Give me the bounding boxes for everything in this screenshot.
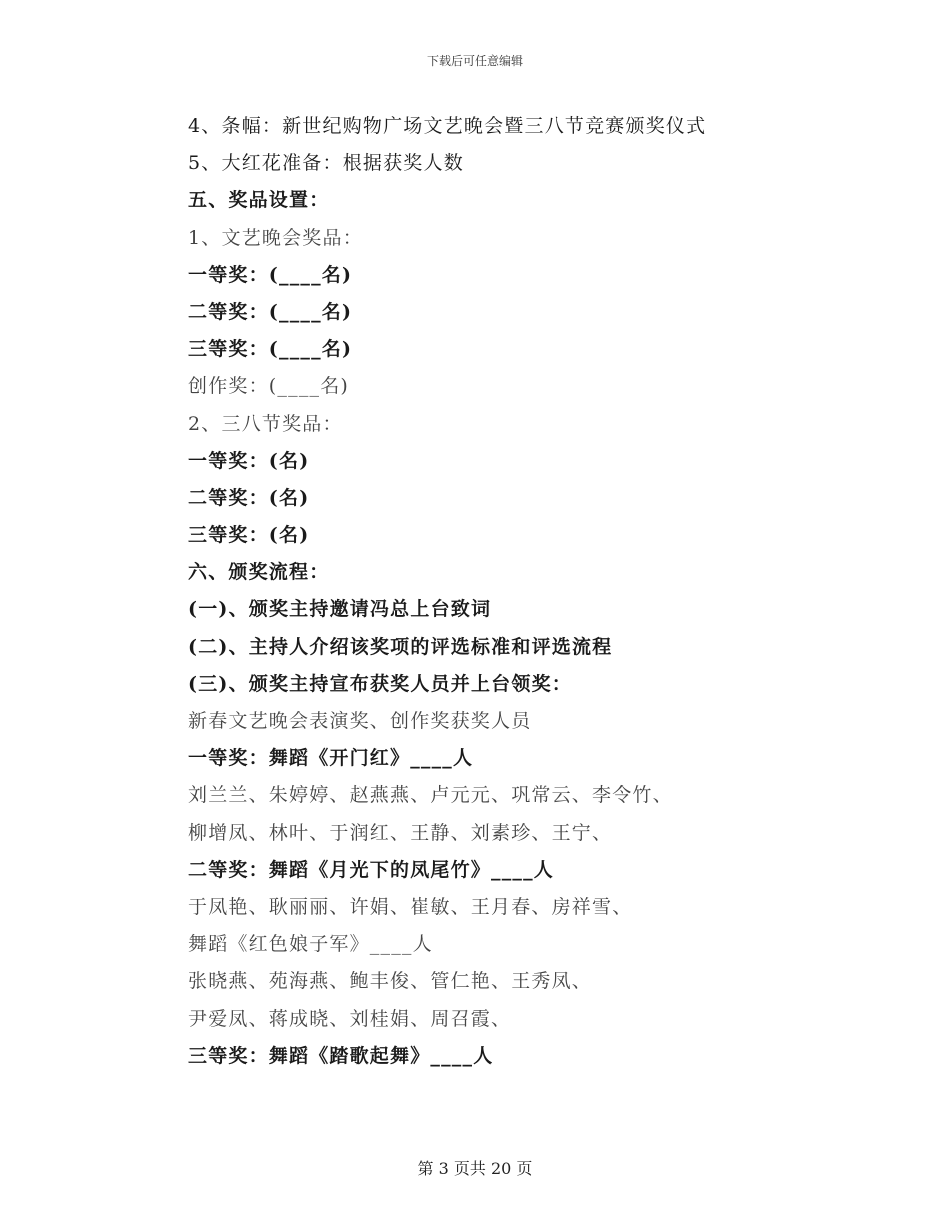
prize-line: 二等奖：(____名): [188, 300, 353, 323]
award-line: 一等奖：舞蹈《开门红》____人: [188, 747, 474, 770]
text-line: 4、条幅：新世纪购物广场文艺晚会暨三八节竞赛颁奖仪式: [188, 115, 707, 137]
prize-line: 三等奖：(____名): [188, 338, 353, 361]
procedure-step: (二)、主持人介绍该奖项的评选标准和评选流程: [188, 635, 613, 658]
text-line: 新春文艺晚会表演奖、创作奖获奖人员: [188, 710, 532, 732]
page-footer: 第 3 页共 20 页: [417, 1159, 533, 1178]
prize-line: 创作奖：(____名): [188, 375, 350, 398]
award-line: 舞蹈《红色娘子军》____人: [188, 933, 433, 956]
prize-line: 一等奖：(名): [188, 449, 310, 472]
text-line: 5、大红花准备：根据获奖人数: [188, 152, 464, 175]
winner-names: 于凤艳、耿丽丽、许娟、崔敏、王月春、房祥雪、: [188, 895, 633, 918]
award-line: 二等奖：舞蹈《月光下的凤尾竹》____人: [188, 858, 555, 881]
subsection-heading: 2、三八节奖品：: [188, 412, 343, 435]
award-line: 三等奖：舞蹈《踏歌起舞》____人: [188, 1044, 494, 1067]
winner-names: 柳增凤、林叶、于润红、王静、刘素珍、王宁、: [188, 821, 613, 844]
page-header: 下载后可任意编辑: [426, 54, 523, 68]
prize-line: 二等奖：(名): [188, 486, 310, 509]
section-heading: 五、奖品设置：: [188, 189, 330, 212]
winner-names: 刘兰兰、朱婷婷、赵燕燕、卢元元、巩常云、李令竹、: [188, 784, 673, 807]
section-heading: 六、颁奖流程：: [188, 561, 330, 584]
subsection-heading: 1、文艺晚会奖品：: [188, 226, 363, 249]
procedure-step: (一)、颁奖主持邀请冯总上台致词: [188, 598, 492, 621]
winner-names: 张晓燕、苑海燕、鲍丰俊、管仁艳、王秀凤、: [188, 970, 593, 993]
prize-line: 三等奖：(名): [188, 524, 310, 547]
winner-names: 尹爱凤、蒋成晓、刘桂娟、周召霞、: [188, 1007, 512, 1030]
document-body: [188, 108, 888, 1075]
prize-line: 一等奖：(____名): [188, 263, 353, 286]
procedure-step: (三)、颁奖主持宣布获奖人员并上台领奖：: [188, 672, 572, 695]
